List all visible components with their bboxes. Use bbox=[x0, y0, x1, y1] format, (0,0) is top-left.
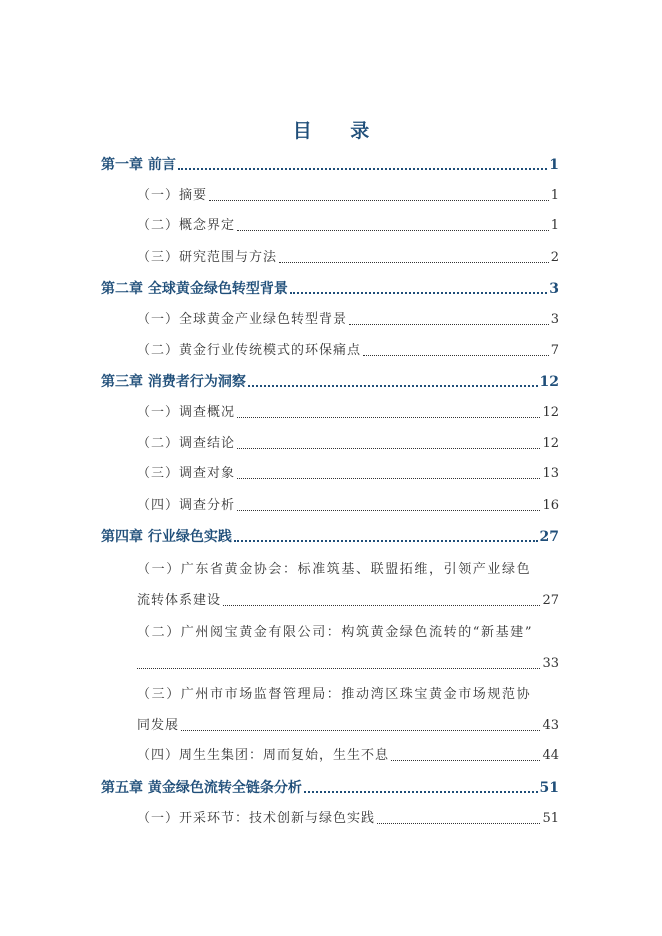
toc-chapter-2[interactable] bbox=[101, 279, 559, 299]
toc-entry-label: （四）调查分析 bbox=[137, 498, 236, 513]
dot-leader bbox=[279, 262, 549, 263]
toc-page-number: 12 bbox=[539, 374, 559, 390]
toc-section-4-1[interactable] bbox=[137, 591, 559, 611]
toc-page-number: 33 bbox=[542, 656, 559, 671]
toc-page-number: 43 bbox=[542, 718, 559, 733]
toc-section-5-1[interactable] bbox=[137, 809, 559, 829]
toc-section-4-1-line1[interactable]: （一）广东省黄金协会：标准筑基、联盟拓维，引领产业绿色 bbox=[137, 562, 532, 577]
toc-page-number: 51 bbox=[539, 780, 559, 796]
toc-section-4-3[interactable] bbox=[137, 716, 559, 736]
toc-page-number: 1 bbox=[549, 157, 559, 173]
toc-page-number: 13 bbox=[542, 466, 559, 481]
toc-entry-label: 第五章 黄金绿色流转全链条分析 bbox=[101, 780, 302, 796]
dot-leader bbox=[137, 668, 540, 669]
toc-section-3-1[interactable] bbox=[137, 403, 559, 423]
toc-entry-label: （二）调查结论 bbox=[137, 436, 236, 451]
toc-section-1-1[interactable] bbox=[137, 186, 559, 206]
toc-page-number: 44 bbox=[542, 748, 559, 763]
toc-title: 目 录 bbox=[292, 120, 386, 142]
toc-entry-label: （二）黄金行业传统模式的环保痛点 bbox=[137, 343, 362, 358]
toc-entry-label: 第三章 消费者行为洞察 bbox=[101, 374, 246, 390]
toc-entry-label: （二）概念界定 bbox=[137, 218, 236, 233]
toc-section-2-2[interactable] bbox=[137, 341, 559, 361]
dot-leader bbox=[290, 292, 547, 294]
dot-leader bbox=[391, 760, 540, 761]
toc-page-number: 27 bbox=[542, 593, 559, 608]
toc-entry-label: 第一章 前言 bbox=[101, 157, 176, 173]
toc-chapter-3[interactable] bbox=[101, 372, 559, 392]
toc-entry-label: （三）调查对象 bbox=[137, 466, 236, 481]
toc-page-number: 27 bbox=[539, 529, 559, 545]
toc-page-number: 3 bbox=[550, 312, 559, 327]
toc-section-1-2[interactable] bbox=[137, 216, 559, 236]
toc-entry-label: 第二章 全球黄金绿色转型背景 bbox=[101, 281, 288, 297]
toc-entry-label: （一）全球黄金产业绿色转型背景 bbox=[137, 312, 348, 327]
dot-leader bbox=[237, 510, 540, 511]
toc-entry-label: （一）摘要 bbox=[137, 188, 208, 203]
toc-page-number: 2 bbox=[550, 250, 559, 265]
toc-section-3-4[interactable] bbox=[137, 496, 559, 516]
toc-page-number: 3 bbox=[549, 281, 559, 297]
toc-entry-label: （三）研究范围与方法 bbox=[137, 250, 278, 265]
toc-section-4-3-line1[interactable]: （三）广州市市场监督管理局：推动湾区珠宝黄金市场规范协 bbox=[137, 687, 532, 702]
toc-section-3-2[interactable] bbox=[137, 434, 559, 454]
toc-section-1-3[interactable] bbox=[137, 248, 559, 268]
dot-leader bbox=[349, 324, 549, 325]
toc-section-4-4[interactable] bbox=[137, 746, 559, 766]
dot-leader bbox=[248, 385, 538, 387]
dot-leader bbox=[237, 448, 540, 449]
dot-leader bbox=[237, 230, 549, 231]
toc-chapter-4[interactable] bbox=[101, 527, 559, 547]
toc-entry-label: （一）调查概况 bbox=[137, 405, 236, 420]
dot-leader bbox=[363, 355, 549, 356]
toc-page-number: 12 bbox=[542, 436, 559, 451]
toc-section-2-1[interactable] bbox=[137, 310, 559, 330]
toc-entry-label: 同发展 bbox=[137, 718, 180, 733]
toc-page-number: 1 bbox=[550, 218, 559, 233]
dot-leader bbox=[237, 417, 540, 418]
toc-page-number: 16 bbox=[542, 498, 559, 513]
toc-page-number: 1 bbox=[550, 188, 559, 203]
toc-page-number: 7 bbox=[550, 343, 559, 358]
dot-leader bbox=[209, 200, 549, 201]
toc-chapter-5[interactable] bbox=[101, 778, 559, 798]
dot-leader bbox=[181, 730, 540, 731]
dot-leader bbox=[223, 605, 540, 606]
toc-chapter-1[interactable] bbox=[101, 155, 559, 175]
dot-leader bbox=[234, 540, 538, 542]
toc-entry-label: 第四章 行业绿色实践 bbox=[101, 529, 232, 545]
toc-entry-label: （四）周生生集团：周而复始，生生不息 bbox=[137, 748, 390, 763]
dot-leader bbox=[237, 478, 540, 479]
toc-entry-label: 流转体系建设 bbox=[137, 593, 222, 608]
toc-page-number: 12 bbox=[542, 405, 559, 420]
toc-section-3-3[interactable] bbox=[137, 464, 559, 484]
toc-entry-label: （一）开采环节：技术创新与绿色实践 bbox=[137, 811, 376, 826]
toc-section-4-2-line1[interactable]: （二）广州阅宝黄金有限公司：构筑黄金绿色流转的“新基建” bbox=[137, 625, 534, 640]
dot-leader bbox=[178, 168, 547, 170]
toc-section-4-2[interactable] bbox=[137, 654, 559, 674]
toc-page-number: 51 bbox=[542, 811, 559, 826]
dot-leader bbox=[304, 791, 538, 793]
dot-leader bbox=[377, 823, 540, 824]
